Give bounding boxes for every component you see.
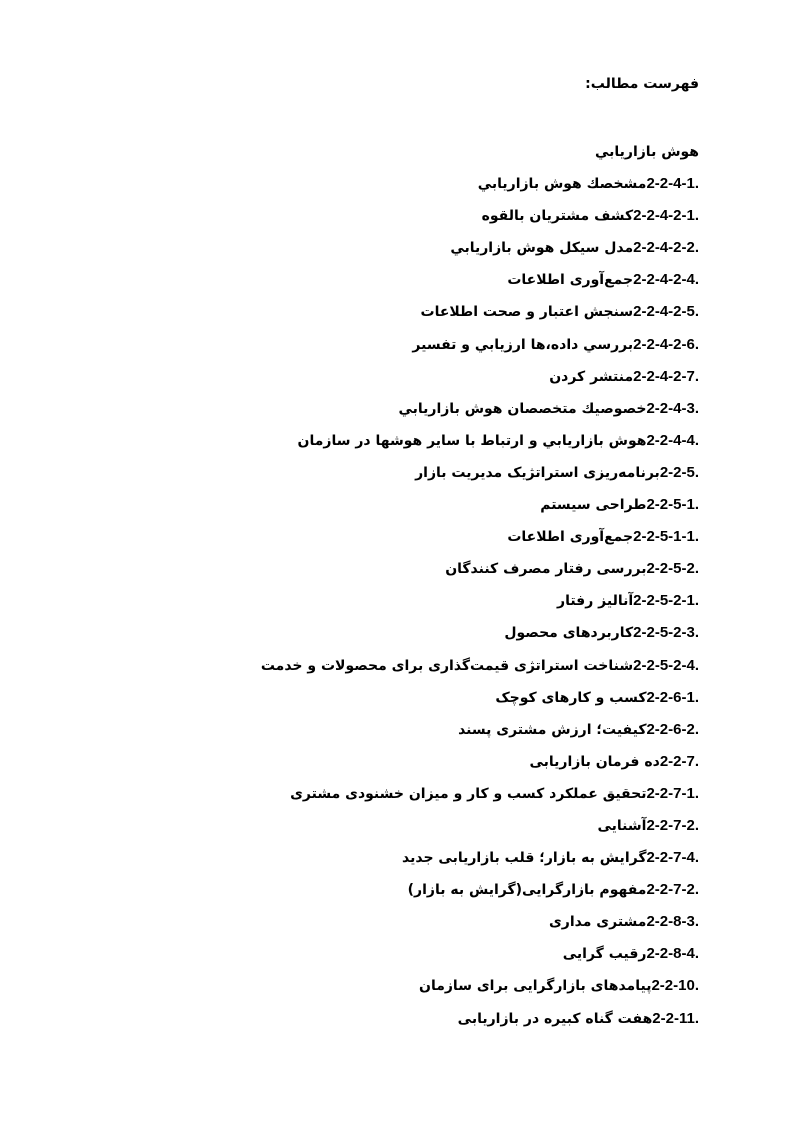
toc-entry bbox=[261, 621, 699, 653]
entry-text: مدل سيكل هوش بازاريابي bbox=[450, 240, 634, 257]
toc-entry bbox=[261, 942, 699, 974]
section-heading-text: هوش بازاريابي bbox=[594, 144, 699, 160]
entry-text: جمع‌آوری اطلاعات bbox=[507, 272, 634, 289]
entry-text: رقيب گرايی bbox=[562, 946, 647, 963]
entry-text: طراحی سيستم bbox=[540, 497, 647, 514]
entry-number: 2-2-5-1. bbox=[646, 496, 699, 514]
entry-number: 2-2-6-1. bbox=[646, 688, 699, 706]
entry-text: گرايش به بازار؛ قلب بازاريابی جديد bbox=[402, 850, 647, 867]
entry-text: پيامدهای بازارگرايی برای سازمان bbox=[419, 978, 652, 995]
entry-number: 2-2-4-2-4. bbox=[633, 271, 699, 289]
entry-number: 2-2-4-1. bbox=[646, 175, 699, 193]
toc-entry bbox=[261, 365, 699, 397]
toc-entry bbox=[261, 525, 699, 557]
entry-number: 2-2-4-2-7. bbox=[633, 367, 699, 385]
entry-text: جمع‌آوری اطلاعات bbox=[507, 529, 634, 546]
entry-number: 2-2-7. bbox=[659, 752, 699, 770]
toc-entry bbox=[261, 172, 699, 204]
toc-entry bbox=[261, 846, 699, 878]
entry-number: 2-2-10. bbox=[651, 977, 699, 995]
entry-number: 2-2-8-3. bbox=[646, 913, 699, 931]
toc-entry bbox=[261, 429, 699, 461]
entry-text: مشتری مداری bbox=[548, 914, 647, 931]
entry-number: 2-2-5-2-1. bbox=[633, 592, 699, 610]
entry-number: 2-2-5. bbox=[659, 463, 699, 481]
entry-number: 2-2-4-3. bbox=[646, 399, 699, 417]
entry-text: کسب و کارهای کوچک bbox=[495, 689, 647, 706]
entry-number: 2-2-5-2-3. bbox=[633, 624, 699, 642]
toc-entry bbox=[261, 268, 699, 300]
toc-entry bbox=[261, 654, 699, 686]
table-of-contents bbox=[261, 140, 699, 1039]
entry-text: مشخصك هوش بازاريابي bbox=[477, 176, 647, 193]
entry-number: 2-2-4-2-1. bbox=[633, 207, 699, 225]
toc-entry bbox=[261, 589, 699, 621]
entry-number: 2-2-4-2-2. bbox=[633, 239, 699, 257]
entry-text: سنجش اعتبار و صحت اطلاعات bbox=[420, 304, 634, 321]
entry-text: تحقيق عملکرد کسب و کار و ميزان خشنودی مشتری bbox=[290, 785, 647, 802]
entry-number: 2-2-7-2. bbox=[646, 881, 699, 899]
toc-entry bbox=[261, 204, 699, 236]
entry-text: هفت گناه کبيره در بازاريابی bbox=[457, 1010, 653, 1027]
entry-text: بررسي داده،ها ارزيابي و تفسير bbox=[412, 336, 634, 353]
toc-entry bbox=[261, 910, 699, 942]
toc-entry bbox=[261, 878, 699, 910]
entry-text: شناخت استراتژی قيمت‌گذاری برای محصولات و خدمت bbox=[260, 657, 634, 674]
toc-entry bbox=[261, 397, 699, 429]
entry-number: 2-2-4-2-6. bbox=[633, 335, 699, 353]
entry-text: آشنايی bbox=[597, 817, 647, 834]
entry-number: 2-2-7-4. bbox=[646, 849, 699, 867]
toc-entry bbox=[261, 461, 699, 493]
entry-number: 2-2-7-2. bbox=[646, 816, 699, 834]
entry-text: ده فرمان بازاريابی bbox=[529, 753, 660, 770]
toc-section-heading bbox=[261, 140, 699, 172]
entry-number: 2-2-6-2. bbox=[646, 720, 699, 738]
entry-number: 2-2-5-2. bbox=[646, 560, 699, 578]
entry-text: هوش بازاريابي و ارتباط با ساير هوشها در سازمان bbox=[297, 432, 647, 449]
entry-text: بررسی رفتار مصرف کنندگان bbox=[445, 561, 647, 578]
toc-entry bbox=[261, 814, 699, 846]
entry-text: خصوصيك متخصصان هوش بازاريابي bbox=[398, 400, 647, 417]
entry-number: 2-2-8-4. bbox=[646, 945, 699, 963]
entry-number: 2-2-4-4. bbox=[646, 431, 699, 449]
toc-entry bbox=[261, 236, 699, 268]
entry-number: 2-2-7-1. bbox=[646, 784, 699, 802]
toc-entry bbox=[261, 750, 699, 782]
entry-number: 2-2-5-2-4. bbox=[633, 656, 699, 674]
entry-text: آناليز رفتار bbox=[557, 593, 634, 610]
toc-entry bbox=[261, 300, 699, 332]
toc-entry bbox=[261, 1007, 699, 1039]
entry-text: کاربردهای محصول bbox=[504, 625, 634, 642]
entry-text: منتشر كردن bbox=[549, 368, 634, 385]
entry-text: كشف مشتريان بالقوه bbox=[481, 208, 634, 225]
entry-text: کيفيت؛ ارزش مشتری پسند bbox=[458, 721, 647, 738]
entry-text: مفهوم بازارگرايی(گرايش به بازار) bbox=[407, 882, 647, 899]
toc-entry bbox=[261, 718, 699, 750]
entry-number: 2-2-5-1-1. bbox=[633, 528, 699, 546]
toc-entry bbox=[261, 782, 699, 814]
toc-entry bbox=[261, 493, 699, 525]
toc-entry bbox=[261, 686, 699, 718]
toc-entry bbox=[261, 333, 699, 365]
entry-text: برنامه‌ريزی استراتژيک مديريت بازار bbox=[415, 464, 660, 481]
toc-entry bbox=[261, 557, 699, 589]
toc-title: فهرست مطالب: bbox=[585, 76, 699, 92]
entry-number: 2-2-4-2-5. bbox=[633, 303, 699, 321]
toc-entry bbox=[261, 974, 699, 1006]
entry-number: 2-2-11. bbox=[652, 1009, 699, 1027]
